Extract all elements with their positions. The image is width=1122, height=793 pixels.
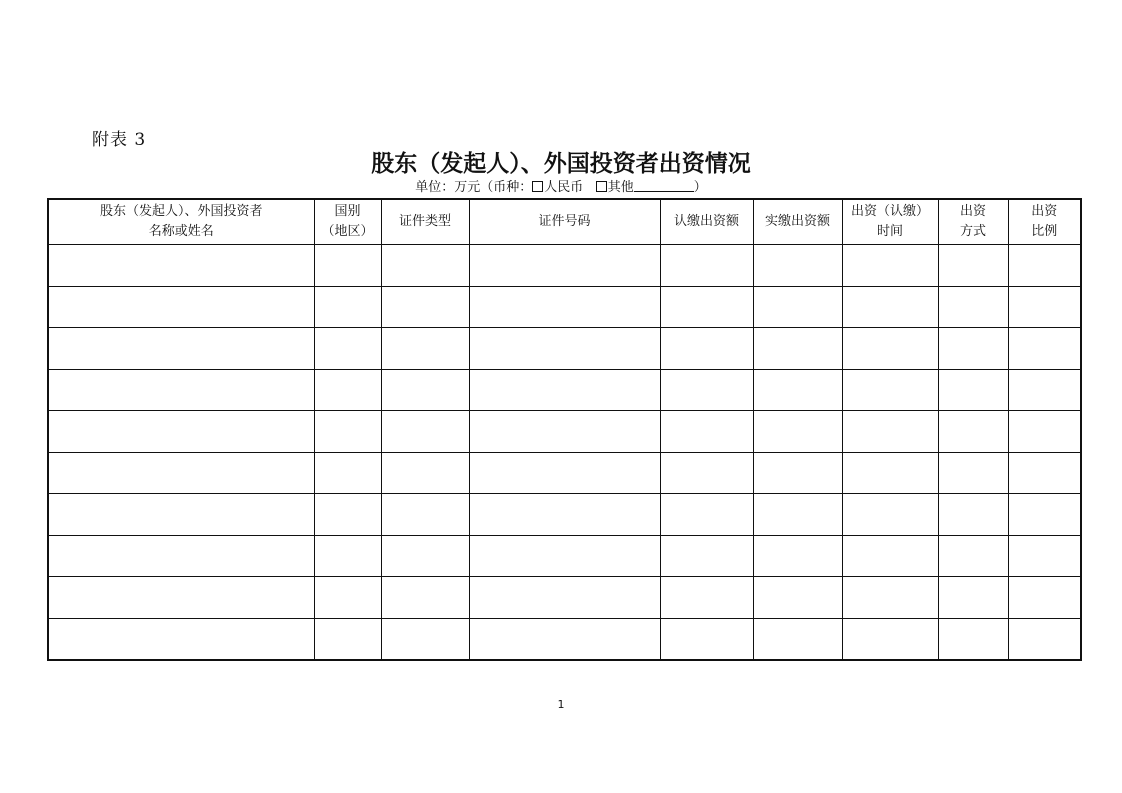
cell-contribution-method[interactable]	[938, 618, 1008, 660]
header-id-type: 证件类型	[381, 199, 469, 245]
cell-id-number[interactable]	[469, 245, 660, 287]
cell-name[interactable]	[48, 577, 314, 619]
cell-id-type[interactable]	[381, 535, 469, 577]
cell-contribution-ratio[interactable]	[1008, 618, 1081, 660]
cell-id-type[interactable]	[381, 328, 469, 370]
cell-contribution-ratio[interactable]	[1008, 245, 1081, 287]
cell-id-type[interactable]	[381, 411, 469, 453]
unit-suffix: ）	[693, 180, 707, 195]
table-header-row	[48, 199, 1081, 245]
table-row	[48, 618, 1081, 660]
cell-name[interactable]	[48, 328, 314, 370]
cell-id-number[interactable]	[469, 286, 660, 328]
rmb-option-label: 人民币	[544, 180, 584, 195]
cell-id-number[interactable]	[469, 452, 660, 494]
cell-paid-amount[interactable]	[753, 618, 842, 660]
header-contribution-ratio: 出资 比例	[1008, 199, 1081, 245]
appendix-label: 附表 3	[92, 130, 147, 150]
unit-line	[0, 176, 1122, 195]
table-row	[48, 535, 1081, 577]
table-row	[48, 328, 1081, 370]
cell-contribution-ratio[interactable]	[1008, 328, 1081, 370]
table-row	[48, 286, 1081, 328]
cell-name[interactable]	[48, 286, 314, 328]
other-currency-blank[interactable]	[634, 180, 694, 192]
cell-contribution-time[interactable]	[842, 452, 938, 494]
cell-contribution-ratio[interactable]	[1008, 286, 1081, 328]
cell-id-type[interactable]	[381, 452, 469, 494]
cell-subscribed-amount[interactable]	[660, 535, 753, 577]
cell-paid-amount[interactable]	[753, 245, 842, 287]
cell-country[interactable]	[314, 535, 381, 577]
cell-subscribed-amount[interactable]	[660, 411, 753, 453]
cell-id-type[interactable]	[381, 577, 469, 619]
cell-country[interactable]	[314, 577, 381, 619]
cell-paid-amount[interactable]	[753, 494, 842, 536]
cell-country[interactable]	[314, 286, 381, 328]
other-option-label: 其他	[607, 180, 634, 195]
cell-contribution-ratio[interactable]	[1008, 494, 1081, 536]
cell-paid-amount[interactable]	[753, 328, 842, 370]
cell-id-type[interactable]	[381, 618, 469, 660]
table-row	[48, 577, 1081, 619]
cell-contribution-ratio[interactable]	[1008, 577, 1081, 619]
cell-contribution-method[interactable]	[938, 494, 1008, 536]
header-country: 国别 （地区）	[314, 199, 381, 245]
cell-country[interactable]	[314, 369, 381, 411]
cell-name[interactable]	[48, 369, 314, 411]
cell-contribution-method[interactable]	[938, 577, 1008, 619]
cell-id-number[interactable]	[469, 618, 660, 660]
cell-subscribed-amount[interactable]	[660, 452, 753, 494]
cell-name[interactable]	[48, 494, 314, 536]
header-subscribed-amount: 认缴出资额	[660, 199, 753, 245]
cell-name[interactable]	[48, 535, 314, 577]
unit-prefix: 单位：万元（币种：	[415, 180, 533, 195]
cell-contribution-time[interactable]	[842, 618, 938, 660]
cell-subscribed-amount[interactable]	[660, 494, 753, 536]
cell-country[interactable]	[314, 452, 381, 494]
table-row	[48, 411, 1081, 453]
cell-country[interactable]	[314, 618, 381, 660]
table-row	[48, 245, 1081, 287]
cell-id-number[interactable]	[469, 369, 660, 411]
header-id-number: 证件号码	[469, 199, 660, 245]
cell-contribution-ratio[interactable]	[1008, 411, 1081, 453]
cell-contribution-method[interactable]	[938, 369, 1008, 411]
cell-contribution-ratio[interactable]	[1008, 369, 1081, 411]
cell-subscribed-amount[interactable]	[660, 245, 753, 287]
cell-country[interactable]	[314, 245, 381, 287]
cell-contribution-method[interactable]	[938, 535, 1008, 577]
cell-paid-amount[interactable]	[753, 535, 842, 577]
cell-contribution-method[interactable]	[938, 328, 1008, 370]
table-row	[48, 494, 1081, 536]
cell-country[interactable]	[314, 411, 381, 453]
cell-id-number[interactable]	[469, 411, 660, 453]
cell-contribution-ratio[interactable]	[1008, 535, 1081, 577]
cell-paid-amount[interactable]	[753, 577, 842, 619]
cell-paid-amount[interactable]	[753, 411, 842, 453]
header-contribution-time: 出资（认缴） 时间	[842, 199, 938, 245]
cell-paid-amount[interactable]	[753, 286, 842, 328]
cell-contribution-time[interactable]	[842, 328, 938, 370]
cell-id-type[interactable]	[381, 245, 469, 287]
cell-id-number[interactable]	[469, 577, 660, 619]
cell-country[interactable]	[314, 328, 381, 370]
header-contribution-method: 出资 方式	[938, 199, 1008, 245]
cell-contribution-method[interactable]	[938, 286, 1008, 328]
cell-contribution-method[interactable]	[938, 452, 1008, 494]
cell-name[interactable]	[48, 411, 314, 453]
cell-name[interactable]	[48, 618, 314, 660]
page-number: 1	[557, 698, 565, 711]
cell-name[interactable]	[48, 245, 314, 287]
cell-subscribed-amount[interactable]	[660, 618, 753, 660]
header-paid-amount: 实缴出资额	[753, 199, 842, 245]
cell-name[interactable]	[48, 452, 314, 494]
cell-contribution-method[interactable]	[938, 245, 1008, 287]
cell-contribution-time[interactable]	[842, 245, 938, 287]
cell-paid-amount[interactable]	[753, 369, 842, 411]
other-currency-checkbox[interactable]	[596, 181, 607, 192]
cell-subscribed-amount[interactable]	[660, 328, 753, 370]
cell-id-type[interactable]	[381, 369, 469, 411]
cell-contribution-time[interactable]	[842, 286, 938, 328]
investor-contribution-table	[47, 198, 1082, 661]
cell-subscribed-amount[interactable]	[660, 577, 753, 619]
cell-subscribed-amount[interactable]	[660, 369, 753, 411]
cell-paid-amount[interactable]	[753, 452, 842, 494]
cell-id-number[interactable]	[469, 535, 660, 577]
table-row	[48, 369, 1081, 411]
cell-contribution-time[interactable]	[842, 577, 938, 619]
cell-country[interactable]	[314, 494, 381, 536]
page-title: 股东（发起人）、外国投资者出资情况	[371, 151, 751, 177]
cell-contribution-time[interactable]	[842, 494, 938, 536]
cell-contribution-method[interactable]	[938, 411, 1008, 453]
cell-id-number[interactable]	[469, 494, 660, 536]
cell-contribution-time[interactable]	[842, 411, 938, 453]
cell-contribution-time[interactable]	[842, 535, 938, 577]
cell-subscribed-amount[interactable]	[660, 286, 753, 328]
cell-id-type[interactable]	[381, 286, 469, 328]
unit-separator	[583, 180, 595, 195]
header-name: 股东（发起人）、外国投资者 名称或姓名	[48, 199, 314, 245]
cell-contribution-time[interactable]	[842, 369, 938, 411]
cell-id-number[interactable]	[469, 328, 660, 370]
cell-contribution-ratio[interactable]	[1008, 452, 1081, 494]
cell-id-type[interactable]	[381, 494, 469, 536]
table-row	[48, 452, 1081, 494]
rmb-checkbox[interactable]	[532, 181, 543, 192]
